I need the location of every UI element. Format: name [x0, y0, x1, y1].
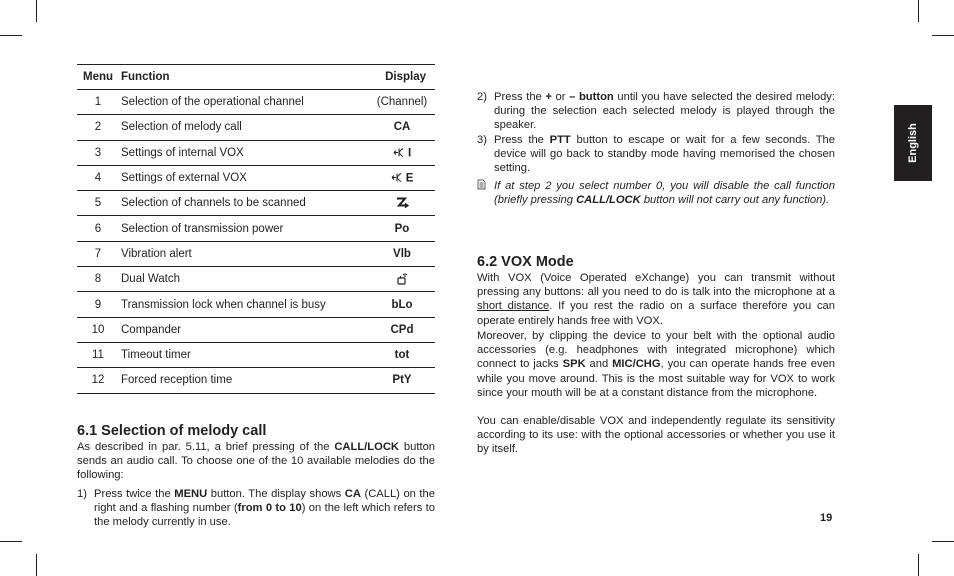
table-row — [77, 318, 435, 343]
table-row — [77, 368, 435, 393]
step-number: 1) — [77, 488, 87, 500]
row-function: Selection of melody call — [121, 121, 242, 134]
header-display: Display — [385, 71, 426, 83]
note-icon — [477, 179, 486, 194]
row-number: 9 — [94, 298, 102, 311]
vox-paragraph-1 — [477, 271, 835, 328]
step-3 — [477, 133, 835, 176]
vox-internal-label: I — [408, 147, 412, 160]
language-tab-label: English — [907, 123, 919, 163]
vox-icon — [391, 172, 403, 184]
table-row — [77, 141, 435, 166]
row-number: 4 — [94, 172, 102, 185]
row-display: Vlb — [393, 247, 411, 260]
text-run: With VOX (Voice Operated eXchange) you can transmit without pressing any buttons: all you need to do is talk into the microphone at a — [477, 272, 835, 299]
row-number: 8 — [94, 273, 102, 286]
call-lock-label: CALL/LOCK — [576, 194, 641, 207]
minus-button-label: – button — [569, 91, 614, 103]
row-display: CPd — [390, 323, 414, 336]
crop-mark — [0, 35, 22, 36]
row-number: 12 — [91, 374, 105, 387]
table-row — [77, 216, 435, 241]
header-function: Function — [121, 71, 170, 83]
vox-paragraph-3: You can enable/disable VOX and independently regulate its sensitivity according to its use: with the optional accessories or whether you use it by itself. — [477, 415, 835, 456]
row-function: Forced reception time — [121, 374, 233, 387]
crop-mark — [918, 0, 919, 22]
row-number: 1 — [94, 96, 102, 109]
row-function: Settings of internal VOX — [121, 146, 244, 159]
text-run: , you can operate hands free even while you move around. This is the most suitable way for VOX to work since your mouth will be at a constant distance from the microphone. — [477, 358, 836, 399]
table-row — [77, 166, 435, 191]
crop-mark — [0, 541, 22, 542]
row-number: 2 — [94, 121, 102, 134]
step-1 — [77, 487, 435, 530]
text-run: Press the — [494, 91, 546, 103]
text-run: ) on the left which refers to the melody currently in use. — [94, 502, 435, 529]
plus-label: + — [545, 91, 552, 103]
table-row — [77, 90, 435, 115]
melody-intro-paragraph — [77, 440, 435, 483]
text-run: button to escape or wait for a few seconds. The device will go back to standby mode having memorised the chosen setting. — [494, 134, 835, 175]
language-tab — [894, 105, 932, 181]
row-number: 3 — [94, 146, 102, 159]
header-menu: Menu — [83, 71, 114, 83]
vox-icon — [393, 146, 405, 158]
vox-external-label: E — [405, 172, 414, 185]
ptt-label: PTT — [549, 134, 571, 146]
row-display — [371, 197, 433, 210]
row-function: Compander — [121, 323, 182, 336]
crop-mark — [932, 35, 954, 36]
range-label: from 0 to 10 — [237, 502, 302, 515]
scan-icon — [395, 197, 409, 209]
text-run: button. The display shows — [207, 488, 345, 500]
text-run: (CALL) on the right and a flashing number ( — [94, 488, 435, 515]
melody-note — [477, 179, 835, 207]
menu-label: MENU — [174, 488, 208, 500]
text-run: and — [585, 358, 613, 371]
row-display: PtY — [392, 374, 412, 387]
vox-paragraph-2 — [477, 329, 835, 400]
page-number: 19 — [820, 512, 833, 524]
table-row — [77, 191, 435, 216]
spk-label: SPK — [562, 358, 586, 371]
text-run: As described in par. 5.11, a brief pressing of the — [77, 441, 335, 453]
row-display — [371, 146, 433, 159]
section-heading-melody-call: 6.1 Selection of melody call — [77, 423, 267, 439]
ca-label: CA — [344, 488, 361, 500]
table-row — [77, 115, 435, 140]
step-number: 3) — [477, 134, 487, 146]
table-row — [77, 343, 435, 368]
row-function: Timeout timer — [121, 349, 191, 362]
text-run: Press the — [494, 134, 550, 146]
call-lock-label: CALL/LOCK — [334, 441, 399, 453]
crop-mark — [932, 541, 954, 542]
dual-watch-icon — [396, 272, 409, 285]
table-row — [77, 242, 435, 267]
row-display: bLo — [391, 298, 413, 311]
row-number: 10 — [91, 323, 105, 336]
row-function: Selection of channels to be scanned — [121, 197, 306, 210]
row-display: (Channel) — [376, 96, 428, 109]
row-display — [371, 172, 433, 185]
row-number: 6 — [94, 222, 102, 235]
row-function: Selection of the operational channel — [121, 96, 304, 109]
menu-table — [77, 64, 435, 394]
row-function: Dual Watch — [121, 273, 181, 286]
text-run: Press twice the — [94, 488, 175, 500]
text-run: button will not carry out any function). — [640, 194, 830, 207]
row-number: 5 — [94, 197, 102, 210]
row-display: tot — [394, 349, 410, 362]
row-function: Selection of transmission power — [121, 222, 284, 235]
row-number: 7 — [94, 247, 102, 260]
crop-mark — [918, 554, 919, 576]
row-function: Transmission lock when channel is busy — [121, 298, 326, 311]
step-number: 2) — [477, 91, 487, 103]
row-display: CA — [393, 121, 411, 134]
step-2 — [477, 90, 835, 133]
row-display: Po — [394, 222, 410, 235]
short-distance-text: short distance — [477, 300, 550, 313]
row-number: 11 — [92, 349, 104, 362]
mic-chg-label: MIC/CHG — [612, 358, 661, 371]
table-row — [77, 267, 435, 292]
text-run: Moreover, by clipping the device to your belt with the optional audio accessories (e.g. headphones with integrated microphone) which connect to jacks — [477, 330, 835, 371]
row-function: Vibration alert — [121, 247, 192, 260]
section-heading-vox-mode: 6.2 VOX Mode — [477, 254, 574, 270]
text-run: . If you rest the radio on a surface therefore you can operate entirely hands free with VOX. — [477, 300, 835, 327]
row-display — [371, 272, 433, 286]
text-run: button sends an audio call. To choose one of the 10 available melodies do the following: — [77, 441, 436, 482]
text-run: If at step 2 you select number 0, you will disable the call function (briefly pressing — [494, 180, 835, 207]
crop-mark — [36, 0, 37, 22]
menu-table-header — [77, 64, 435, 90]
row-function: Settings of external VOX — [121, 172, 247, 185]
crop-mark — [36, 554, 37, 576]
text-run: until you have selected the desired melody: during the selection each selected melody is played through the speaker. — [494, 91, 835, 132]
text-run: or — [551, 91, 570, 103]
table-row — [77, 292, 435, 317]
